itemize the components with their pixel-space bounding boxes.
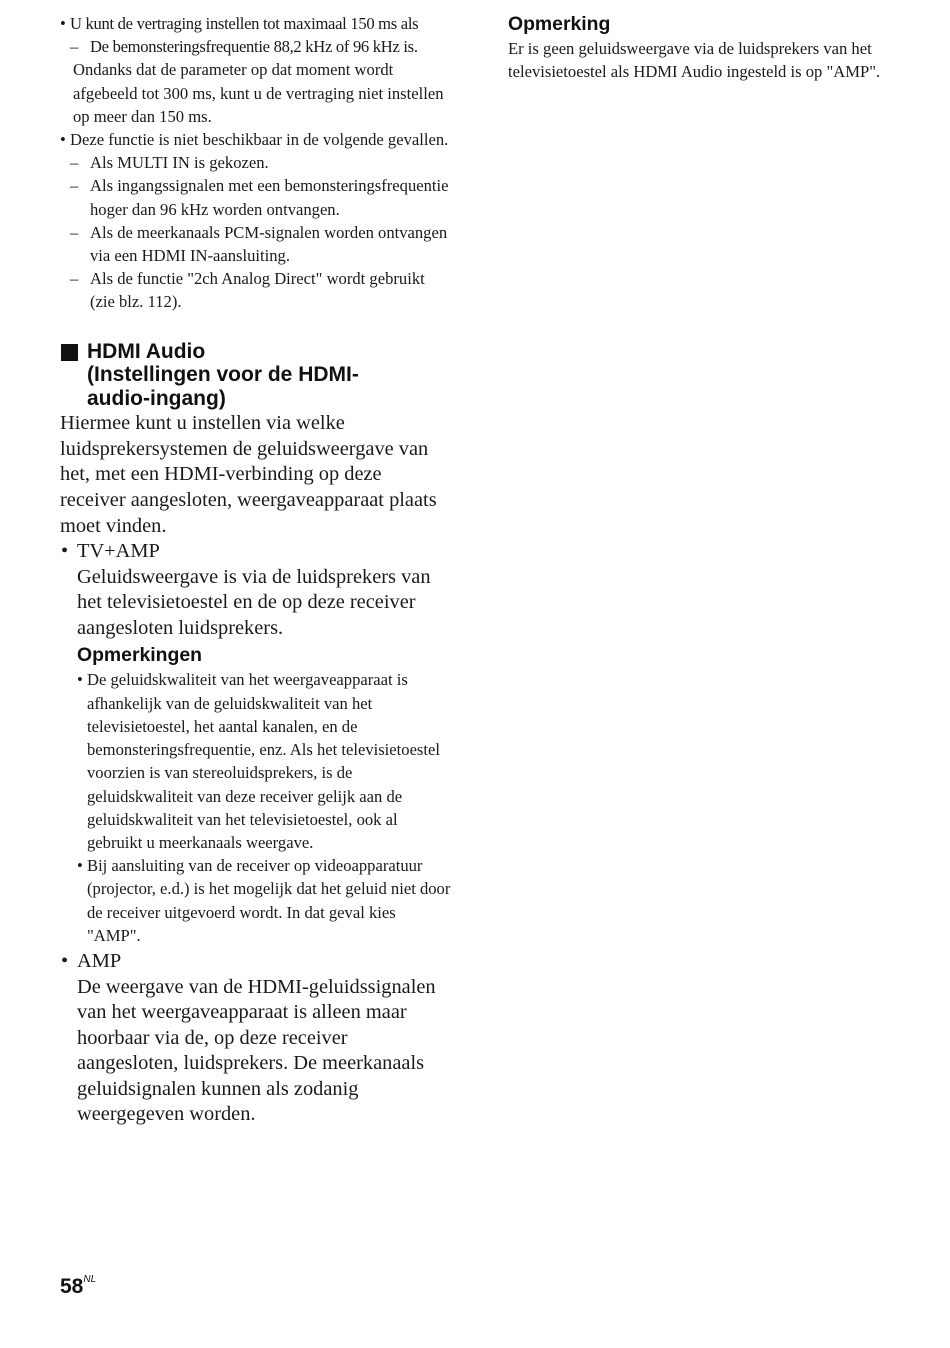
note-bullet: • [77,670,83,690]
page-language-suffix: NL [83,1274,97,1285]
availability-case: – Als de meerkanaals PCM-signalen worden ontvangen via een HDMI IN-aansluiting. [60,221,452,267]
notes-block [60,644,452,946]
page-number [60,1275,96,1299]
note-item [77,668,452,854]
notes-list [61,668,452,946]
notes-heading: Opmerkingen [77,644,202,667]
availability-note-item [60,128,452,151]
right-column [508,13,888,83]
note-bullet: • [77,856,83,876]
availability-cases [60,151,452,313]
availability-case: – Als MULTI IN is gekozen. [60,151,452,174]
note-heading: Opmerking [508,13,611,35]
delay-note-continuation: Ondanks dat de parameter op dat moment wordt afgebeeld tot 300 ms, kunt u de vertraging niet instellen op meer dan 150 ms. [73,60,444,126]
availability-note-list [60,128,452,151]
note-text: Er is geen geluidsweergave via de luidsprekers van het televisietoestel als HDMI Audio ingesteld is op "AMP". [508,39,881,82]
option-label: • TV+AMP [77,540,160,563]
section-intro: Hiermee kunt u instellen via welke luidsprekersystemen de geluidsweergave van het, met een HDMI-verbinding op deze receiver aangesloten, weergaveapparaat plaats moet vinden. [60,412,437,537]
delay-note-item [60,12,452,35]
note-item [77,854,452,947]
section-square-icon [61,344,78,361]
delay-notes [60,12,452,314]
option-item-tv-amp [60,539,452,641]
option-description: Geluidsweergave is via de luidsprekers van het televisietoestel en de op deze receiver aangesloten luidsprekers. [77,565,431,639]
delay-sub-item [60,35,452,58]
delay-note-text: U kunt de vertraging instellen tot maximaal 150 ms als [70,14,419,33]
left-column [60,0,452,1128]
availability-case: – Als de functie "2ch Analog Direct" wordt gebruikt (zie blz. 112). [60,267,452,313]
availability-case: – Als ingangssignalen met een bemonsteringsfrequentie hoger dan 96 kHz worden ontvangen. [60,174,452,220]
option-label: • AMP [77,949,122,972]
option-item-amp [60,949,452,1128]
section-title-line: HDMI Audio [87,339,206,363]
option-description: De weergave van de HDMI-geluidssignalen van het weergaveapparaat is alleen maar hoorbaar via de, op deze receiver aangesloten, luidsprekers. De meerkanaals geluidsignalen kunnen als zodanig weergegeven worden. [77,975,436,1126]
option-list [60,539,452,641]
delay-note-list [60,12,452,35]
delay-sub-list [60,35,452,58]
delay-sub-text: De bemonsteringsfrequentie 88,2 kHz of 96 kHz is. [90,37,418,57]
availability-note-text: Deze functie is niet beschikbaar in de volgende gevallen. [70,130,449,150]
section-title-line: audio-ingang) [87,386,226,410]
option-list [60,949,452,1128]
note-text: De geluidskwaliteit van het weergaveapparaat is afhankelijk van de geluidskwaliteit van het televisietoestel, het aantal kanalen, en de bemonsteringsfrequentie, enz. Als het televisietoestel voorzien is van stereoluidsprekers, is de geluidskwaliteit van deze receiver gelijk aan de geluidskwaliteit van het televisietoestel, ook al gebruikt u meerkanaals weergave. [87,670,440,852]
note-text: Bij aansluiting van de receiver op videoapparatuur (projector, e.d.) is het mogelijk dat het geluid niet door de receiver uitgevoerd wordt. In dat geval kies "AMP". [87,856,451,945]
page-number-value: 58 [60,1275,84,1298]
section-heading-hdmi-audio [60,340,452,411]
section-title-line: (Instellingen voor de HDMI- [87,363,359,387]
